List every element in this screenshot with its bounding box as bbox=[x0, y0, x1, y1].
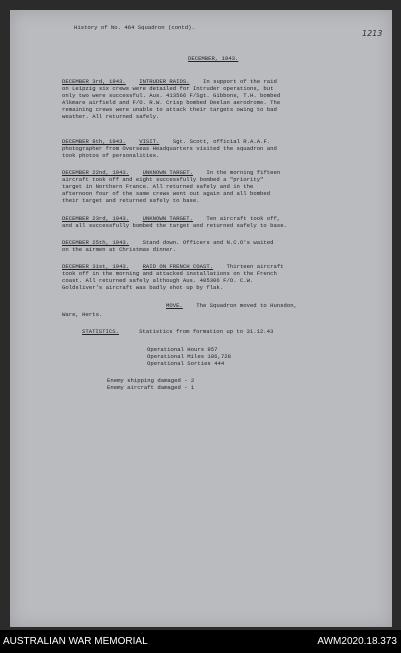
entry-line: photographer from Overseas Headquarters visited the squadron and bbox=[62, 145, 277, 153]
entry-date: DECEMBER 23rd, 1943. bbox=[62, 215, 130, 222]
entry-line: on Leipzig six crews were detailed for Intruder operations, but bbox=[62, 85, 274, 93]
entry-dec-25 bbox=[62, 239, 362, 253]
entry-dec-22 bbox=[62, 169, 362, 204]
entry-line: Stand down. Officers and N.C.O's waited bbox=[142, 239, 274, 246]
entry-heading: INTRUDER RAIDS. bbox=[139, 78, 190, 85]
stat-operational-hours: Operational Hours 957 bbox=[147, 346, 218, 353]
statistics-header bbox=[82, 328, 273, 335]
entry-heading: UNKNOWN TARGET. bbox=[142, 215, 193, 222]
entry-line: coast. All returned safely although Aus. 405306 F/O. C.W. bbox=[62, 277, 254, 285]
entry-line: Ten aircraft took off, bbox=[206, 215, 281, 222]
entry-date: DECEMBER 3rd, 1943. bbox=[62, 78, 126, 85]
entry-heading: UNKNOWN TARGET. bbox=[142, 169, 193, 176]
entry-line: weather. All returned safely. bbox=[62, 113, 160, 121]
entry-line: Sgt. Scott, official R.A.A.F. bbox=[172, 138, 271, 145]
entry-line: In support of the raid bbox=[203, 78, 277, 85]
entry-dec-31 bbox=[62, 263, 362, 291]
stat-aircraft-damaged: Enemy aircraft damaged - 1 bbox=[107, 384, 195, 392]
move-line: The Squadron moved to Hunsdon, bbox=[196, 302, 297, 309]
entry-line: on the airmen at Christmas dinner. bbox=[62, 246, 177, 254]
entry-line: Alkmare airfield and F/O. R.W. Crisp bombed Deelan aerodrome. The bbox=[62, 99, 281, 107]
move-heading: MOVE. bbox=[166, 302, 183, 309]
statistics-heading: STATISTICS. bbox=[82, 328, 119, 335]
entry-date: DECEMBER 25th, 1943. bbox=[62, 239, 130, 246]
month-heading: DECEMBER, 1943. bbox=[188, 55, 239, 62]
entry-line: afternoon four of the same crews went out again and all bombed bbox=[62, 190, 271, 198]
entry-line: Goldsliver's aircraft was badly shot up by flak. bbox=[62, 284, 224, 292]
stat-operational-sorties: Operational Sorties 444 bbox=[147, 360, 225, 368]
entry-dec-3 bbox=[62, 78, 362, 121]
entry-line: and all successfully bombed the target and returned safely to base. bbox=[62, 222, 287, 230]
page-number: 1213 bbox=[362, 29, 383, 38]
entry-date: DECEMBER 22nd, 1943. bbox=[62, 169, 130, 176]
entry-date: DECEMBER 8th, 1943. bbox=[62, 138, 126, 145]
footer-accession-number: AWM2020.18.373 bbox=[317, 636, 397, 647]
entry-line: only two were successful. Aus. 413566 F/Sgt. Gibbons, T.H. bombed bbox=[62, 92, 281, 100]
footer-institution: AUSTRALIAN WAR MEMORIAL bbox=[3, 636, 148, 647]
document-header-title: History of No. 464 Squadron (contd). bbox=[74, 24, 195, 31]
archive-footer bbox=[0, 630, 401, 653]
stat-shipping-damaged: Enemy shipping damaged - 2 bbox=[107, 377, 195, 384]
statistics-intro: Statistics from formation up to 31.12.43 bbox=[139, 328, 274, 335]
move-entry bbox=[166, 302, 297, 309]
entry-line: In the morning fifteen bbox=[206, 169, 281, 176]
stat-operational-miles: Operational Miles 186,728 bbox=[147, 353, 231, 361]
entry-line: took photos of personalities. bbox=[62, 152, 160, 160]
entry-dec-8 bbox=[62, 138, 362, 159]
entry-line: took off in the morning and attacked installations on the French bbox=[62, 270, 277, 278]
entry-dec-23 bbox=[62, 215, 362, 229]
statistics-damage-list bbox=[107, 377, 194, 391]
statistics-ops-list bbox=[147, 346, 231, 367]
entry-line: aircraft took off and eight successfully bombed a "priority" bbox=[62, 176, 264, 184]
entry-heading: RAID ON FRENCH COAST. bbox=[142, 263, 214, 270]
entry-line: target in Northern France. All returned safely and in the bbox=[62, 183, 254, 191]
entry-line: remaining crews were unable to attack their targets owing to bad bbox=[62, 106, 277, 114]
entry-date: DECEMBER 31st, 1943. bbox=[62, 263, 130, 270]
entry-line: their target and returned safely to base. bbox=[62, 197, 200, 205]
move-line: Ware, Herts. bbox=[62, 311, 103, 318]
entry-heading: VISIT. bbox=[139, 138, 160, 145]
entry-line: Thirteen aircraft bbox=[226, 263, 284, 270]
